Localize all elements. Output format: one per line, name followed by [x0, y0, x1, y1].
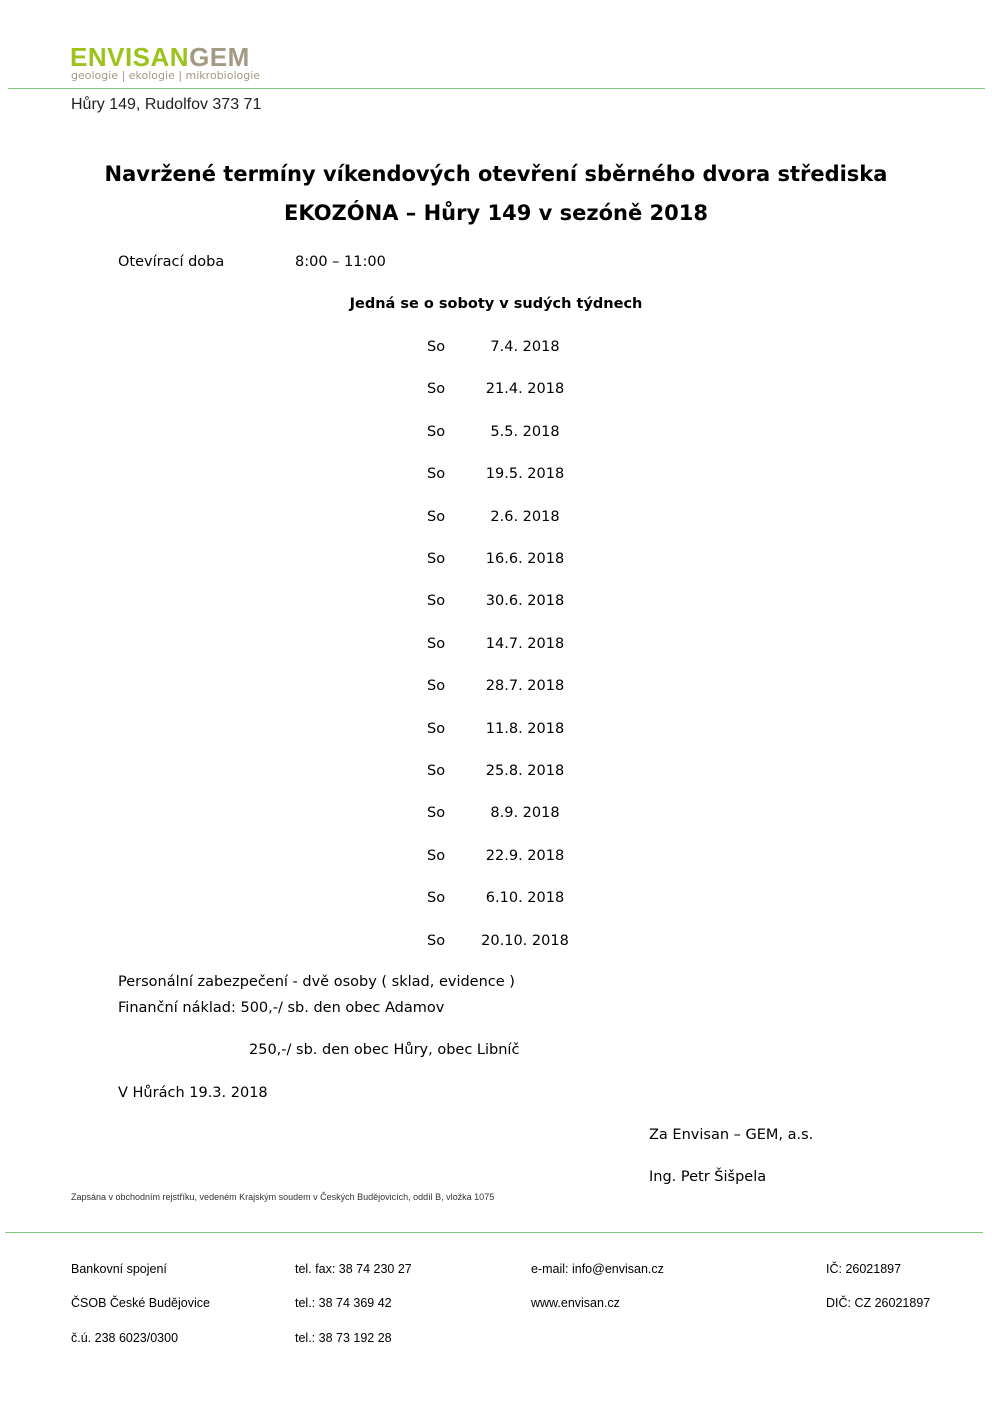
date-value: 11.8. 2018: [485, 721, 565, 737]
logo-tagline: geologie | ekologie | mikrobiologie: [71, 69, 261, 82]
date-value: 25.8. 2018: [485, 763, 565, 779]
date-value: 8.9. 2018: [490, 805, 560, 821]
footer-fax: tel. fax: 38 74 230 27: [295, 1262, 412, 1276]
date-day: So: [427, 805, 446, 821]
date-day: So: [427, 381, 446, 397]
date-day: So: [427, 890, 446, 906]
footer-dic: DIČ: CZ 26021897: [826, 1296, 931, 1310]
date-day: So: [427, 593, 446, 609]
header-rule: [8, 88, 985, 89]
document-title-line2: EKOZÓNA – Hůry 149 v sezóně 2018: [284, 201, 708, 225]
date-day: So: [427, 424, 446, 440]
signature-person: Ing. Petr Šišpela: [649, 1169, 767, 1185]
date-value: 19.5. 2018: [485, 466, 565, 482]
document-title-line1: Navržené termíny víkendových otevření sběrného dvora střediska: [104, 162, 888, 186]
saturdays-note: Jedná se o soboty v sudých týdnech: [349, 296, 643, 312]
registry-note: Zapsána v obchodním rejstříku, vedeném Krajským soudem v Českých Budějovicích, oddíl B, vložka 1075: [71, 1192, 495, 1202]
date-value: 7.4. 2018: [490, 339, 560, 355]
footer-ico: IČ: 26021897: [826, 1262, 902, 1276]
date-value: 28.7. 2018: [485, 678, 565, 694]
date-day: So: [427, 763, 446, 779]
date-value: 14.7. 2018: [485, 636, 565, 652]
footer-rule: [5, 1232, 983, 1233]
cost-info-line1: Finanční náklad: 500,-/ sb. den obec Adamov: [118, 1000, 445, 1016]
date-value: 5.5. 2018: [490, 424, 560, 440]
logo-gem: GEM: [189, 42, 250, 72]
date-day: So: [427, 848, 446, 864]
date-day: So: [427, 636, 446, 652]
date-value: 2.6. 2018: [490, 509, 560, 525]
footer-email[interactable]: e-mail: info@envisan.cz: [531, 1262, 664, 1276]
date-value: 30.6. 2018: [485, 593, 565, 609]
date-day: So: [427, 721, 446, 737]
footer-phone-1: tel.: 38 74 369 42: [295, 1296, 392, 1310]
footer-bank-label: Bankovní spojení: [71, 1262, 167, 1276]
date-day: So: [427, 551, 446, 567]
opening-hours-label: Otevírací doba: [118, 254, 225, 270]
date-value: 6.10. 2018: [485, 890, 565, 906]
date-day: So: [427, 509, 446, 525]
place-date: V Hůrách 19.3. 2018: [118, 1085, 268, 1101]
date-day: So: [427, 339, 446, 355]
cost-info-line2: 250,-/ sb. den obec Hůry, obec Libníč: [249, 1042, 520, 1058]
logo-envisan: ENVISAN: [70, 42, 190, 72]
date-value: 21.4. 2018: [485, 381, 565, 397]
footer-bank-name: ČSOB České Budějovice: [71, 1296, 210, 1310]
date-day: So: [427, 466, 446, 482]
signature-company: Za Envisan – GEM, a.s.: [649, 1127, 814, 1143]
date-day: So: [427, 678, 446, 694]
date-value: 16.6. 2018: [485, 551, 565, 567]
footer-bank-account: č.ú. 238 6023/0300: [71, 1331, 179, 1345]
footer-phone-2: tel.: 38 73 192 28: [295, 1331, 392, 1345]
date-value: 22.9. 2018: [485, 848, 565, 864]
date-day: So: [427, 933, 446, 949]
date-value: 20.10. 2018: [481, 933, 569, 949]
footer-website[interactable]: www.envisan.cz: [531, 1296, 620, 1310]
opening-hours-value: 8:00 – 11:00: [295, 254, 386, 270]
company-logo: [70, 42, 250, 72]
staff-info: Personální zabezpečení - dvě osoby ( sklad, evidence ): [118, 974, 515, 990]
company-address: Hůry 149, Rudolfov 373 71: [71, 96, 262, 113]
